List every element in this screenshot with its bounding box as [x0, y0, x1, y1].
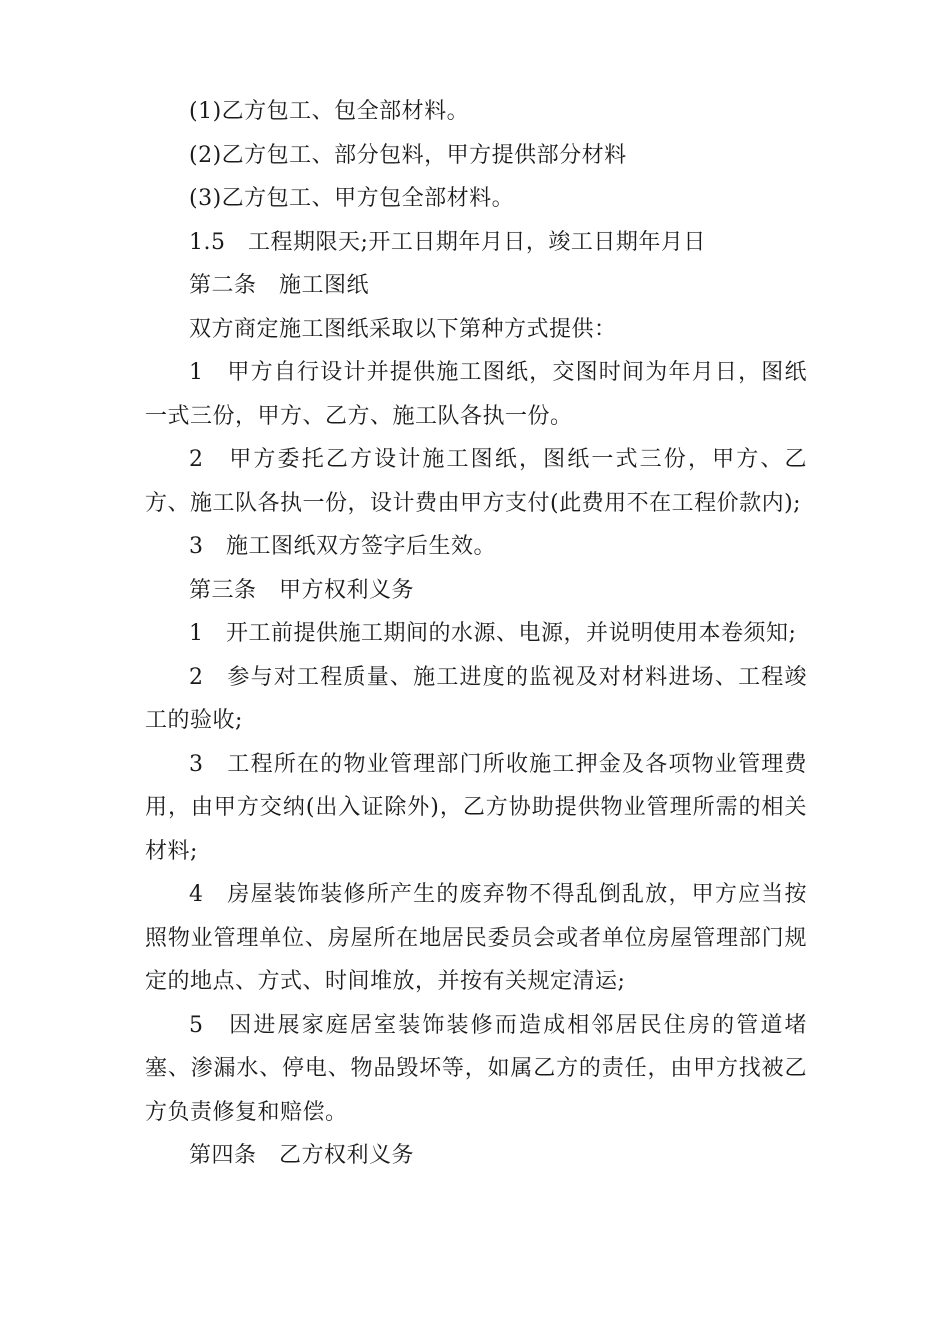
paragraph-drawing-item-3: 3 施工图纸双方签字后生效。: [189, 534, 496, 559]
paragraph-drawing-method: 双方商定施工图纸采取以下第种方式提供：: [189, 316, 617, 342]
paragraph-drawing-item-1: 1 甲方自行设计并提供施工图纸，交图时间为年月日，图纸一式三份，甲方、乙方、施工队各执一份。: [145, 360, 807, 429]
paragraph-construction-period: 1.5 工程期限天;开工日期年月日，竣工日期年月日: [189, 229, 706, 255]
paragraph-partya-item-5: 5 因进展家庭居室装饰装修而造成相邻居民住房的管道堵塞、渗漏水、停电、物品毁坏等，如属乙方的责任，由甲方找被乙方负责修复和赔偿。: [145, 1012, 807, 1125]
heading-article-4: 第四条 乙方权利义务: [189, 1143, 415, 1168]
paragraph-partya-item-2: 2 参与对工程质量、施工进度的监视及对材料进场、工程竣工的验收;: [145, 664, 807, 733]
heading-article-2: 第二条 施工图纸: [189, 273, 370, 298]
paragraph-partya-item-1: 1 开工前提供施工期间的水源、电源，并说明使用本卷须知;: [189, 621, 797, 646]
paragraph-drawing-item-2: 2 甲方委托乙方设计施工图纸，图纸一式三份，甲方、乙方、施工队各执一份，设计费由甲方支付(此费用不在工程价款内);: [145, 447, 807, 516]
paragraph-partya-item-4: 4 房屋装饰装修所产生的废弃物不得乱倒乱放，甲方应当按照物业管理单位、房屋所在地居民委员会或者单位房屋管理部门规定的地点、方式、时间堆放，并按有关规定清运;: [145, 882, 807, 994]
paragraph-material-option-1: (1)乙方包工、包全部材料。: [189, 99, 470, 124]
heading-article-3: 第三条 甲方权利义务: [189, 577, 415, 603]
paragraph-partya-item-3: 3 工程所在的物业管理部门所收施工押金及各项物业管理费用，由甲方交纳(出入证除外)，乙方协助提供物业管理所需的相关材料;: [145, 751, 807, 864]
paragraph-material-option-3: (3)乙方包工、甲方包全部材料。: [189, 186, 515, 211]
paragraph-material-option-2: (2)乙方包工、部分包料，甲方提供部分材料: [189, 142, 627, 168]
document-body: [145, 90, 807, 1178]
